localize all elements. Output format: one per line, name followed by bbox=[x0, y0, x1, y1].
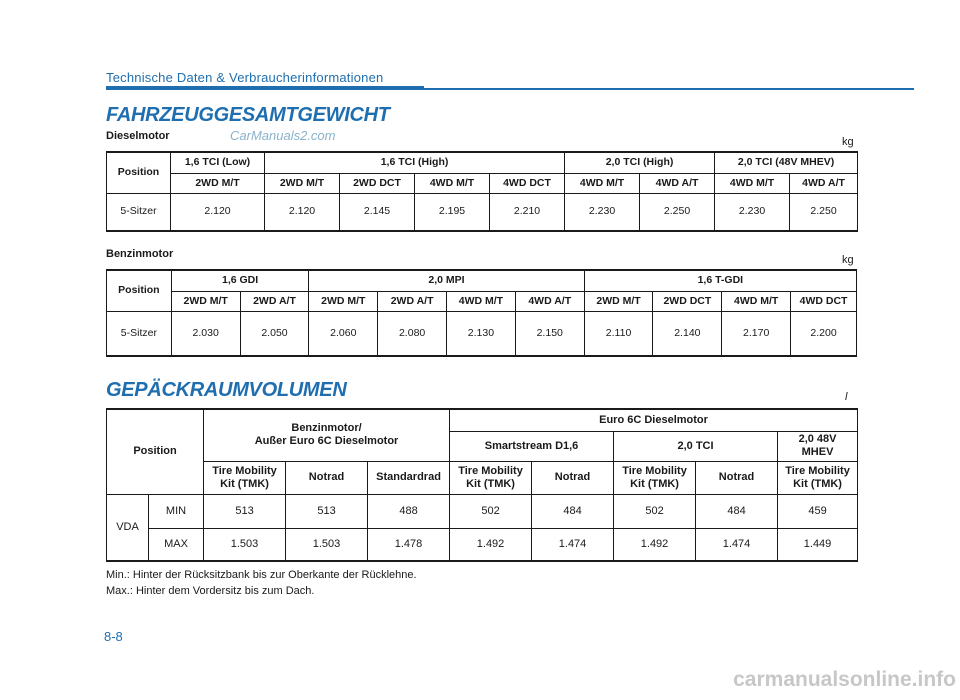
volume-cell: 502 bbox=[450, 494, 532, 528]
drive-header: 2WD A/T bbox=[378, 291, 447, 311]
petrol-unit: kg bbox=[842, 254, 854, 266]
drive-header: 2WD M/T bbox=[171, 291, 240, 311]
tire-line1: Tire Mobility bbox=[622, 464, 687, 477]
weight-cell: 2.230 bbox=[715, 193, 790, 231]
row-label: 5-Sitzer bbox=[107, 193, 171, 231]
tire-line1: Tire Mobility bbox=[785, 464, 850, 477]
volume-cell: 1.503 bbox=[286, 528, 368, 561]
weight-cell: 2.060 bbox=[309, 311, 378, 356]
volume-cell: 1.449 bbox=[778, 528, 858, 561]
volume-cell: 502 bbox=[614, 494, 696, 528]
drive-header: 2WD M/T bbox=[265, 173, 340, 193]
engine-header: 2,0 TCI (48V MHEV) bbox=[715, 152, 858, 173]
weight-cell: 2.170 bbox=[722, 311, 791, 356]
weight-cell: 2.120 bbox=[171, 193, 265, 231]
position-header: Position bbox=[107, 270, 172, 311]
standardrad-header: Standardrad bbox=[368, 461, 450, 494]
drive-header: 4WD M/T bbox=[722, 291, 791, 311]
drive-header: 4WD M/T bbox=[447, 291, 516, 311]
luggage-unit: l bbox=[845, 391, 848, 403]
volume-cell: 1.474 bbox=[696, 528, 778, 561]
luggage-title: GEPÄCKRAUMVOLUMEN bbox=[106, 379, 347, 401]
tire-line1: Tire Mobility bbox=[458, 464, 523, 477]
tire-kit-header bbox=[778, 461, 858, 494]
drive-header: 4WD M/T bbox=[565, 173, 640, 193]
weight-cell: 2.120 bbox=[265, 193, 340, 231]
engine-header: 2,0 MPI bbox=[309, 270, 584, 291]
weight-cell: 2.110 bbox=[584, 311, 653, 356]
drive-header: 2WD DCT bbox=[340, 173, 415, 193]
drive-header: 4WD DCT bbox=[490, 173, 565, 193]
weight-cell: 2.250 bbox=[790, 193, 858, 231]
weight-cell: 2.050 bbox=[240, 311, 309, 356]
footer-watermark: carmanualsonline.info bbox=[733, 668, 956, 691]
notrad-header: Notrad bbox=[286, 461, 368, 494]
volume-cell: 1.474 bbox=[532, 528, 614, 561]
tire-line2: Kit (TMK) bbox=[793, 477, 842, 490]
volume-cell: 488 bbox=[368, 494, 450, 528]
weight-cell: 2.145 bbox=[340, 193, 415, 231]
tire-line2: Kit (TMK) bbox=[630, 477, 679, 490]
diesel-unit: kg bbox=[842, 136, 854, 148]
watermark: CarManuals2.com bbox=[230, 128, 336, 143]
max-label: MAX bbox=[149, 528, 204, 561]
weight-cell: 2.195 bbox=[415, 193, 490, 231]
diesel-group-header: Euro 6C Dieselmotor bbox=[450, 409, 858, 431]
position-header: Position bbox=[107, 409, 204, 494]
engine-header: 2,0 TCI (High) bbox=[565, 152, 715, 173]
volume-cell: 513 bbox=[286, 494, 368, 528]
volume-cell: 459 bbox=[778, 494, 858, 528]
tire-line1: Tire Mobility bbox=[212, 464, 277, 477]
page-number: 8-8 bbox=[104, 629, 123, 644]
diesel-engine-header: Smartstream D1,6 bbox=[450, 431, 614, 461]
engine-header: 1,6 GDI bbox=[171, 270, 309, 291]
tire-line2: Kit (TMK) bbox=[220, 477, 269, 490]
drive-header: 2WD A/T bbox=[240, 291, 309, 311]
weight-cell: 2.230 bbox=[565, 193, 640, 231]
engine-header: 1,6 TCI (Low) bbox=[171, 152, 265, 173]
drive-header: 4WD M/T bbox=[415, 173, 490, 193]
drive-header: 4WD M/T bbox=[715, 173, 790, 193]
notrad-header: Notrad bbox=[696, 461, 778, 494]
min-label: MIN bbox=[149, 494, 204, 528]
drive-header: 4WD A/T bbox=[790, 173, 858, 193]
weight-title: FAHRZEUGGESAMTGEWICHT bbox=[106, 104, 390, 126]
drive-header: 2WD M/T bbox=[584, 291, 653, 311]
section-header: Technische Daten & Verbraucherinformationen bbox=[106, 70, 384, 85]
volume-cell: 1.492 bbox=[614, 528, 696, 561]
petrol-group-line1: Benzinmotor/ bbox=[291, 422, 362, 435]
diesel-weight-table bbox=[106, 151, 858, 232]
petrol-group-line2: Außer Euro 6C Dieselmotor bbox=[254, 435, 399, 448]
weight-cell: 2.030 bbox=[171, 311, 240, 356]
weight-cell: 2.080 bbox=[378, 311, 447, 356]
mhev-line1: 2,0 48V bbox=[798, 433, 837, 445]
volume-cell: 1.492 bbox=[450, 528, 532, 561]
engine-header: 1,6 T-GDI bbox=[584, 270, 856, 291]
volume-cell: 513 bbox=[204, 494, 286, 528]
petrol-group-header bbox=[204, 409, 450, 461]
note-max: Max.: Hinter dem Vordersitz bis zum Dach. bbox=[106, 585, 315, 597]
diesel-engine-header: 2,0 TCI bbox=[614, 431, 778, 461]
volume-cell: 1.478 bbox=[368, 528, 450, 561]
drive-header: 2WD M/T bbox=[309, 291, 378, 311]
position-header: Position bbox=[107, 152, 171, 193]
mhev-line2: MHEV bbox=[801, 446, 834, 458]
weight-cell: 2.130 bbox=[447, 311, 516, 356]
drive-header: 2WD M/T bbox=[171, 173, 265, 193]
engine-header: 1,6 TCI (High) bbox=[265, 152, 565, 173]
drive-header: 4WD A/T bbox=[640, 173, 715, 193]
vda-label: VDA bbox=[107, 494, 149, 561]
volume-cell: 1.503 bbox=[204, 528, 286, 561]
note-min: Min.: Hinter der Rücksitzbank bis zur Oberkante der Rücklehne. bbox=[106, 569, 417, 581]
weight-cell: 2.150 bbox=[515, 311, 584, 356]
tire-line2: Kit (TMK) bbox=[466, 477, 515, 490]
petrol-weight-table bbox=[106, 269, 857, 357]
drive-header: 4WD A/T bbox=[515, 291, 584, 311]
tire-kit-header bbox=[614, 461, 696, 494]
drive-header: 2WD DCT bbox=[653, 291, 722, 311]
tire-kit-header bbox=[204, 461, 286, 494]
volume-cell: 484 bbox=[532, 494, 614, 528]
row-label: 5-Sitzer bbox=[107, 311, 172, 356]
header-rule bbox=[106, 88, 914, 90]
luggage-table bbox=[106, 408, 858, 562]
notrad-header: Notrad bbox=[532, 461, 614, 494]
weight-cell: 2.210 bbox=[490, 193, 565, 231]
weight-cell: 2.200 bbox=[791, 311, 857, 356]
petrol-label: Benzinmotor bbox=[106, 248, 174, 260]
diesel-label: Dieselmotor bbox=[106, 130, 170, 142]
mhev-header bbox=[778, 431, 858, 461]
weight-cell: 2.140 bbox=[653, 311, 722, 356]
tire-kit-header bbox=[450, 461, 532, 494]
volume-cell: 484 bbox=[696, 494, 778, 528]
drive-header: 4WD DCT bbox=[791, 291, 857, 311]
weight-cell: 2.250 bbox=[640, 193, 715, 231]
